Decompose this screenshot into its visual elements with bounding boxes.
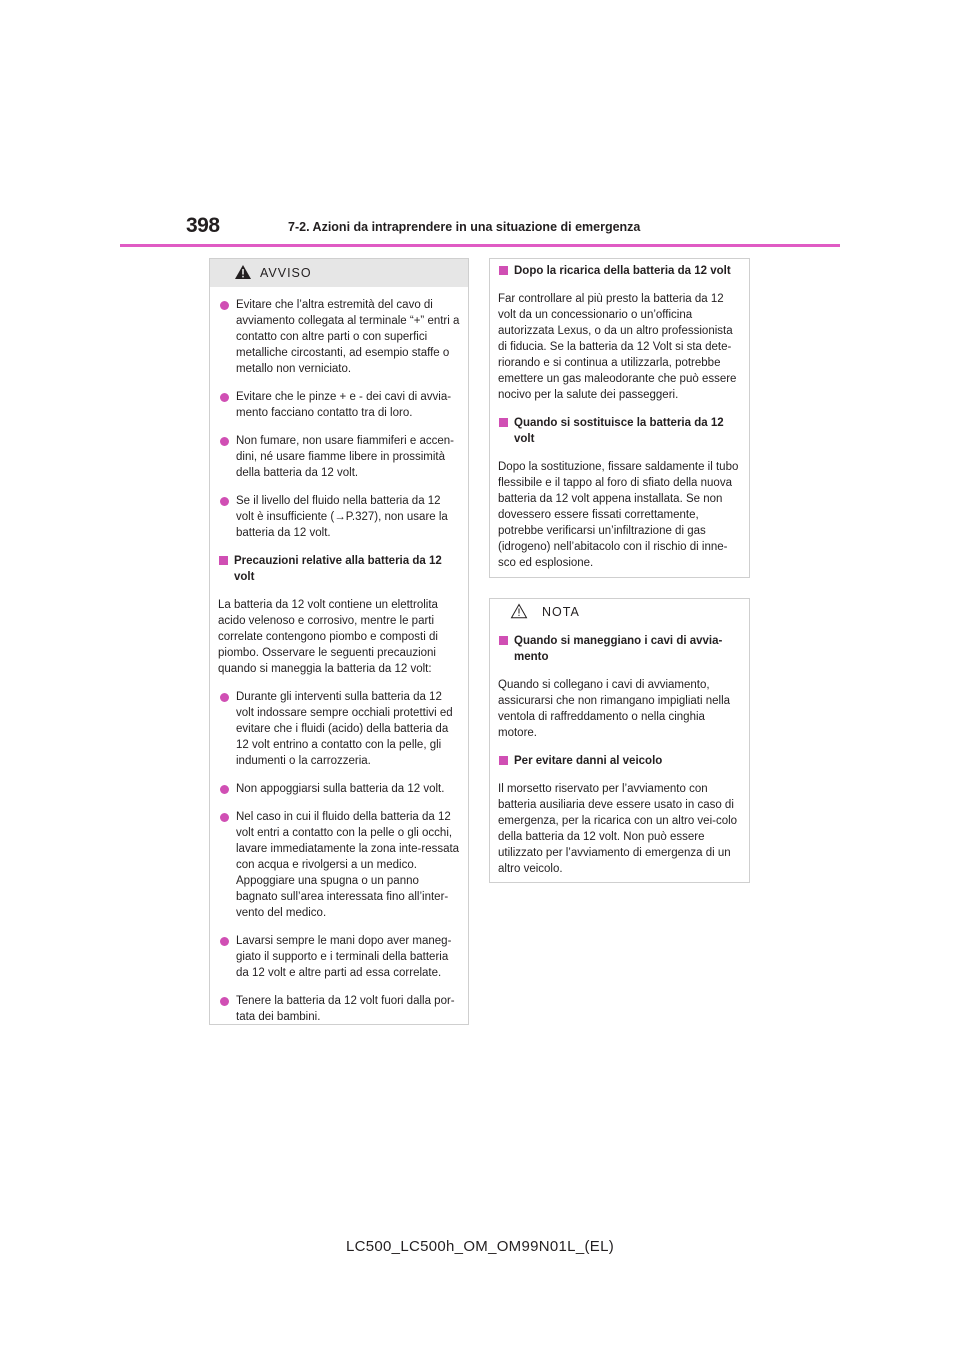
item-text: Dopo la ricarica della batteria da 12 volt — [514, 265, 731, 277]
square-marker-icon — [499, 418, 508, 427]
square-marker-icon — [499, 266, 508, 275]
item-text: Quando si collegano i cavi di avviamento, assicurarsi che non rimangano impigliati nella ventola di raffreddamento o nella cinghia motore. — [498, 679, 731, 739]
item-text: Non fumare, non usare fiammiferi e accen-dini, né usare fiamme libere in prossimità della batteria da 12 volt. — [236, 435, 454, 479]
item-text: Far controllare al più presto la batteria da 12 volt da un concessionario o un’officina autorizzata Lexus, o da un altro professionista di fiducia. Se la batteria da 12 Volt si sta dete-riorando e si continua a utilizzarla, potrebbe emettere un gas maleodorante che può essere nocivo per la salute dei passeggeri. — [498, 293, 737, 401]
subheading — [498, 753, 741, 769]
bullet-dot-icon — [220, 937, 229, 946]
bullet-item — [218, 493, 460, 541]
subheading — [498, 263, 741, 279]
paragraph — [498, 459, 741, 571]
item-text: Lavarsi sempre le mani dopo aver maneg-giato il supporto e i terminali della batteria da 12 volt e altre parti ad essa correlate. — [236, 935, 452, 979]
bullet-item — [218, 297, 460, 377]
warning-box-title: AVVISO — [260, 266, 312, 280]
paragraph — [218, 597, 460, 677]
page-header — [120, 214, 840, 250]
subheading — [498, 415, 741, 447]
bullet-dot-icon — [220, 785, 229, 794]
bullet-dot-icon — [220, 393, 229, 402]
bullet-item — [218, 933, 460, 981]
bullet-dot-icon — [220, 497, 229, 506]
item-text: La batteria da 12 volt contiene un elettrolita acido velenoso e corrosivo, mentre le parti correlate contengono piombo e composti di piombo. Osservare le seguenti precauzioni quando si maneggia la batteria da 12 volt: — [218, 599, 438, 675]
warning-box-header — [210, 259, 468, 287]
document-code: LC500_LC500h_OM_OM99N01L_(EL) — [345, 1238, 615, 1255]
paragraph — [498, 677, 741, 741]
item-text: Precauzioni relative alla batteria da 12 volt — [234, 555, 442, 583]
warning-box-body — [210, 287, 468, 1043]
note-box-body — [490, 627, 749, 895]
bullet-item — [218, 809, 460, 921]
warning-triangle-icon — [234, 264, 252, 280]
paragraph — [498, 291, 741, 403]
item-text: Se il livello del fluido nella batteria da 12 volt è insufficiente (→P.327), non usare la batteria da 12 volt. — [236, 495, 448, 539]
page-number: 398 — [186, 214, 220, 237]
item-text: Quando si maneggiano i cavi di avvia-mento — [514, 635, 723, 663]
item-text: Evitare che le pinze + e - dei cavi di avvia-mento facciano contatto tra di loro. — [236, 391, 452, 419]
note-box-title: NOTA — [542, 605, 580, 619]
square-marker-icon — [499, 636, 508, 645]
bullet-item — [218, 433, 460, 481]
item-text: Nel caso in cui il fluido della batteria da 12 volt entri a contatto con la pelle o gli occhi, lavare immediatamente la zona inte-ressata con acqua e rivolgersi a un medico. Appoggiare una spugna o un panno bagnato sull’area interessata fino all’inter-vento del medico. — [236, 811, 460, 919]
bullet-dot-icon — [220, 813, 229, 822]
item-text: Il morsetto riservato per l’avviamento con batteria ausiliaria deve essere usato in caso di emergenza, per la ricarica con un altro vei-colo della batteria da 12 volt. Non può essere utilizzato per l’avviamento di emergenza di un altro veicolo. — [498, 783, 738, 875]
section-title: 7-2. Azioni da intraprendere in una situazione di emergenza — [288, 220, 641, 234]
bullet-item — [218, 781, 460, 797]
warning-box — [209, 258, 469, 1025]
item-text: Per evitare danni al veicolo — [514, 755, 663, 767]
square-marker-icon — [219, 556, 228, 565]
subheading — [498, 633, 741, 665]
subheading — [218, 553, 460, 585]
paragraph — [498, 781, 741, 877]
item-text: Dopo la sostituzione, fissare saldamente il tubo flessibile e il tappo al foro di sfiato della nuova batteria da 12 volt appena installata. Se non dovessero essere fissati correttamente, potrebbe verificarsi un’infiltrazione di gas (idrogeno) nell’abitacolo con il rischio di inne-sco ed esplosione. — [498, 461, 739, 569]
bullet-dot-icon — [220, 437, 229, 446]
item-text: Tenere la batteria da 12 volt fuori dalla por-tata dei bambini. — [236, 995, 455, 1023]
item-text: Durante gli interventi sulla batteria da 12 volt indossare sempre occhiali protettivi ed evitare che i fluidi (acido) della batteria da 12 volt entrino a contatto con la pelle, gli indumenti o la carrozzeria. — [236, 691, 453, 767]
note-box — [489, 598, 750, 883]
bullet-item — [218, 689, 460, 769]
square-marker-icon — [499, 756, 508, 765]
bullet-dot-icon — [220, 301, 229, 310]
bullet-dot-icon — [220, 997, 229, 1006]
caution-triangle-icon — [510, 603, 528, 619]
note-box-header — [490, 599, 749, 627]
item-text: Non appoggiarsi sulla batteria da 12 volt. — [236, 783, 445, 795]
item-text: Evitare che l’altra estremità del cavo di avviamento collegata al terminale “+” entri a contatto con altre parti o con superfici metalliche circostanti, ad esempio staffe o metallo non verniciato. — [236, 299, 460, 375]
info-box — [489, 258, 750, 578]
bullet-item — [218, 993, 460, 1025]
item-text: Quando si sostituisce la batteria da 12 volt — [514, 417, 724, 445]
info-box-body — [490, 259, 749, 589]
header-divider — [120, 244, 840, 247]
bullet-dot-icon — [220, 693, 229, 702]
bullet-item — [218, 389, 460, 421]
